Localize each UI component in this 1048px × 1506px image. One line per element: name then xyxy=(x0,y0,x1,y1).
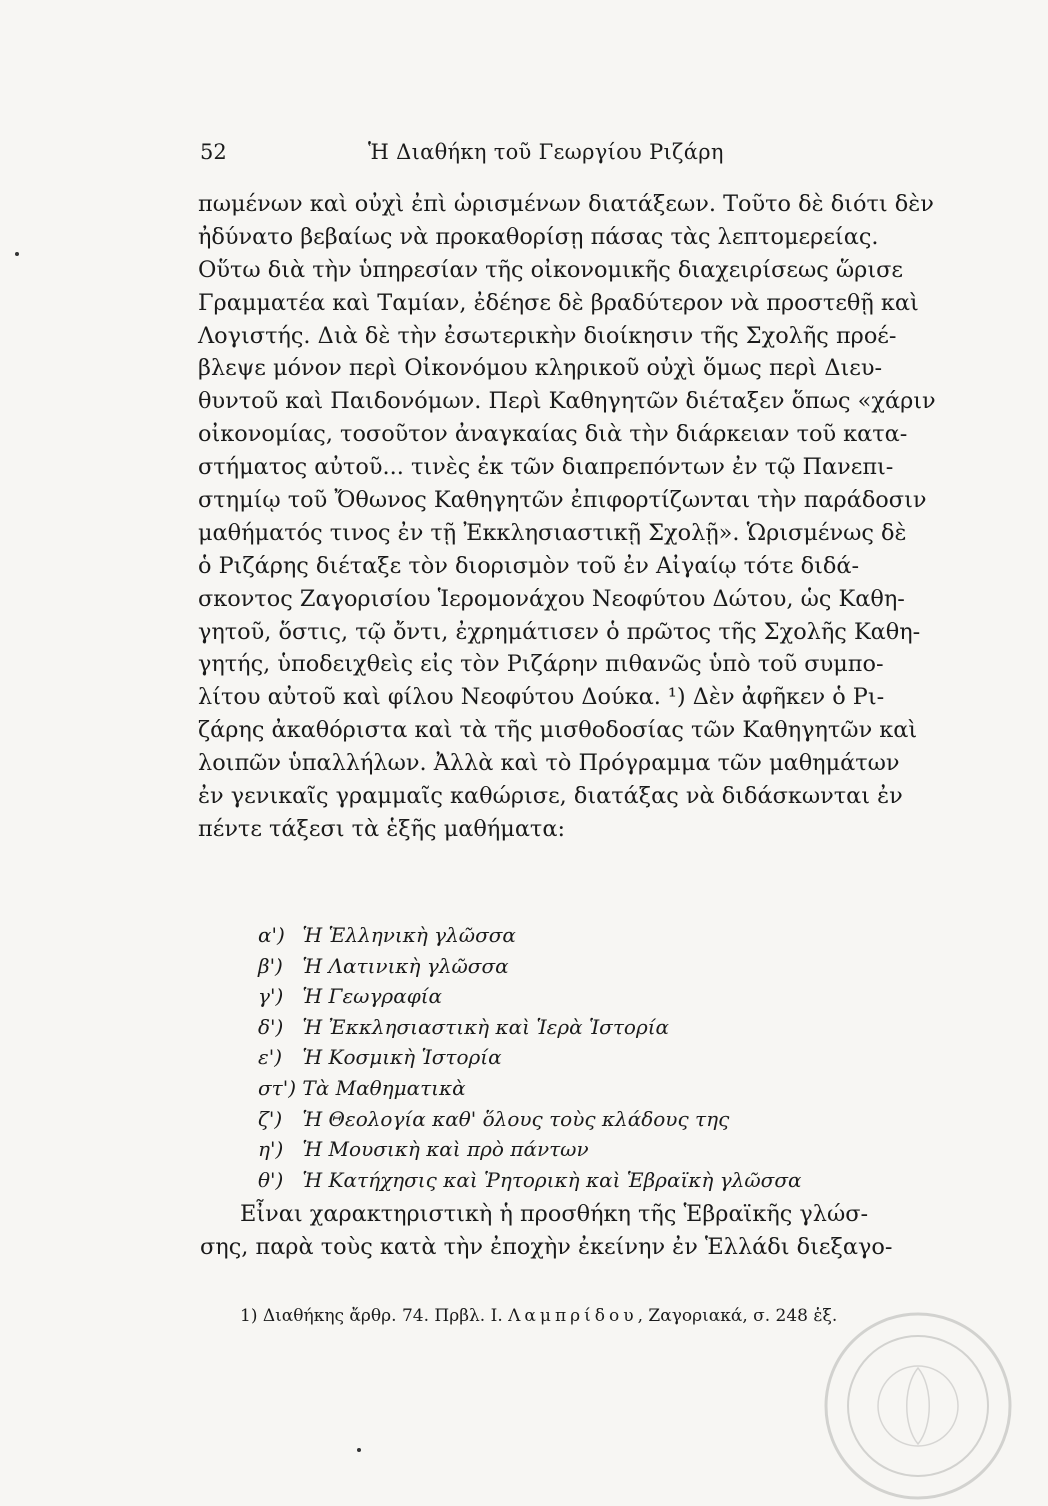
list-item xyxy=(258,1012,798,1043)
list-item xyxy=(258,1104,798,1135)
list-marker: γ') xyxy=(258,984,284,1009)
list-item xyxy=(258,981,798,1012)
text-line: Λογιστής. Διὰ δὲ τὴν ἐσωτερικὴν διοίκησιν τῆς Σχολῆς προέ- xyxy=(198,322,897,349)
page-number: 52 xyxy=(200,140,227,164)
running-title: Ἡ Διαθήκη τοῦ Γεωργίου Ριζάρη xyxy=(368,140,724,164)
closing-paragraph xyxy=(200,1198,893,1264)
text-line: σκοντος Ζαγορισίου Ἱερομονάχου Νεοφύτου Δώτου, ὡς Καθη- xyxy=(198,585,905,612)
text-line: λοιπῶν ὑπαλλήλων. Ἀλλὰ καὶ τὸ Πρόγραμμα τῶν μαθημάτων xyxy=(198,750,900,777)
footnote-suffix: , Ζαγοριακά, σ. 248 ἑξ. xyxy=(637,1306,838,1326)
text-line: μαθήματός τινος ἐν τῇ Ἐκκλησιαστικῇ Σχολῇ». Ὡρισμένως δὲ xyxy=(198,519,907,546)
text-line: βλεψε μόνον περὶ Οἰκονόμου κληρικοῦ οὐχὶ ὅμως περὶ Διευ- xyxy=(198,355,883,382)
footnote-author: Λαμπρίδου xyxy=(508,1306,638,1326)
text-line: λίτου αὐτοῦ καὶ φίλου Νεοφύτου Δούκα. ¹) Δὲν ἀφῆκεν ὁ Ρι- xyxy=(198,684,885,711)
speck xyxy=(357,1448,361,1452)
speck xyxy=(15,252,19,256)
list-item-text: Ἡ Κατήχησις καὶ Ῥητορικὴ καὶ Ἑβραϊκὴ γλῶσσα xyxy=(302,1167,802,1192)
footnote xyxy=(240,1306,838,1326)
list-item xyxy=(258,1073,798,1104)
text-line: Γραμματέα καὶ Ταμίαν, ἐδέησε δὲ βραδύτερον νὰ προστεθῇ καὶ xyxy=(198,289,919,316)
list-marker: στ') xyxy=(258,1075,297,1100)
text-line: γητοῦ, ὅστις, τῷ ὄντι, ἐχρημάτισεν ὁ πρῶτος τῆς Σχολῆς Καθη- xyxy=(198,618,921,645)
list-item-text: Ἡ Ἐκκλησιαστικὴ καὶ Ἱερὰ Ἱστορία xyxy=(302,1014,670,1039)
subjects-list xyxy=(258,920,802,1195)
footnote-prefix: 1) Διαθήκης ἄρθρ. 74. Πρβλ. Ι. xyxy=(240,1306,503,1326)
text-line: οἰκονομίας, τοσοῦτον ἀναγκαίας διὰ τὴν διάρκειαν τοῦ κατα- xyxy=(198,421,908,448)
list-item xyxy=(258,920,798,951)
list-marker: η') xyxy=(258,1137,284,1162)
list-item xyxy=(258,1165,802,1196)
text-line: πέντε τάξεσι τὰ ἑξῆς μαθήματα: xyxy=(198,815,565,842)
text-line: ἐν γενικαῖς γραμμαῖς καθώρισε, διατάξας νὰ διδάσκωνται ἐν xyxy=(198,783,903,810)
text-line: θυντοῦ καὶ Παιδονόμων. Περὶ Καθηγητῶν διέταξεν ὅπως «χάριν xyxy=(198,388,936,415)
text-line: Εἶναι χαρακτηριστικὴ ἡ προσθήκη τῆς Ἑβραϊκῆς γλώσ- xyxy=(240,1201,869,1227)
list-item-text: Ἡ Ἑλληνικὴ γλῶσσα xyxy=(302,923,516,947)
text-line: γητής, ὑποδειχθεὶς εἰς τὸν Ριζάρην πιθανῶς ὑπὸ τοῦ συμπο- xyxy=(198,651,884,678)
body-paragraph xyxy=(198,188,936,846)
text-line: ὁ Ριζάρης διέταξε τὸν διορισμὸν τοῦ ἐν Αἰγαίῳ τότε διδά- xyxy=(198,552,860,579)
list-item-text: Ἡ Θεολογία καθ' ὅλους τοὺς κλάδους της xyxy=(302,1106,730,1131)
text-line: πωμένων καὶ οὐχὶ ἐπὶ ὡρισμένων διατάξεων. Τοῦτο δὲ διότι δὲν xyxy=(198,191,934,217)
list-item xyxy=(258,951,798,982)
text-line: ζάρης ἀκαθόριστα καὶ τὰ τῆς μισθοδοσίας τῶν Καθηγητῶν καὶ xyxy=(198,717,918,744)
text-line: σης, παρὰ τοὺς κατὰ τὴν ἐποχὴν ἐκείνην ἐν Ἑλλάδι διεξαγο- xyxy=(200,1233,893,1260)
list-marker: δ') xyxy=(258,1014,284,1039)
list-marker: α') xyxy=(258,923,285,947)
list-marker: θ') xyxy=(258,1167,284,1192)
list-item-text: Ἡ Λατινικὴ γλῶσσα xyxy=(302,953,509,978)
text-line: στήματος αὐτοῦ... τινὲς ἐκ τῶν διαπρεπόντων ἐν τῷ Πανεπι- xyxy=(198,454,894,481)
list-marker: ε') xyxy=(258,1045,283,1070)
page-header xyxy=(200,140,725,170)
text-line: ἠδύνατο βεβαίως νὰ προκαθορίσῃ πάσας τὰς λεπτομερείας. xyxy=(198,223,879,250)
list-item xyxy=(258,1134,798,1165)
list-item-text: Ἡ Κοσμικὴ Ἱστορία xyxy=(302,1045,502,1070)
library-stamp-icon xyxy=(818,1306,1018,1506)
list-marker: ζ') xyxy=(258,1106,283,1131)
list-marker: β') xyxy=(258,953,283,978)
list-item xyxy=(258,1042,798,1073)
list-item-text: Ἡ Γεωγραφία xyxy=(302,984,443,1009)
text-line: Οὕτω διὰ τὴν ὑπηρεσίαν τῆς οἰκονομικῆς διαχειρίσεως ὥρισε xyxy=(198,256,904,283)
list-item-text: Ἡ Μουσικὴ καὶ πρὸ πάντων xyxy=(302,1137,589,1162)
list-item-text: Τὰ Μαθηματικὰ xyxy=(302,1075,466,1100)
text-line: στημίῳ τοῦ Ὄθωνος Καθηγητῶν ἐπιφορτίζωνται τὴν παράδοσιν xyxy=(198,487,927,514)
